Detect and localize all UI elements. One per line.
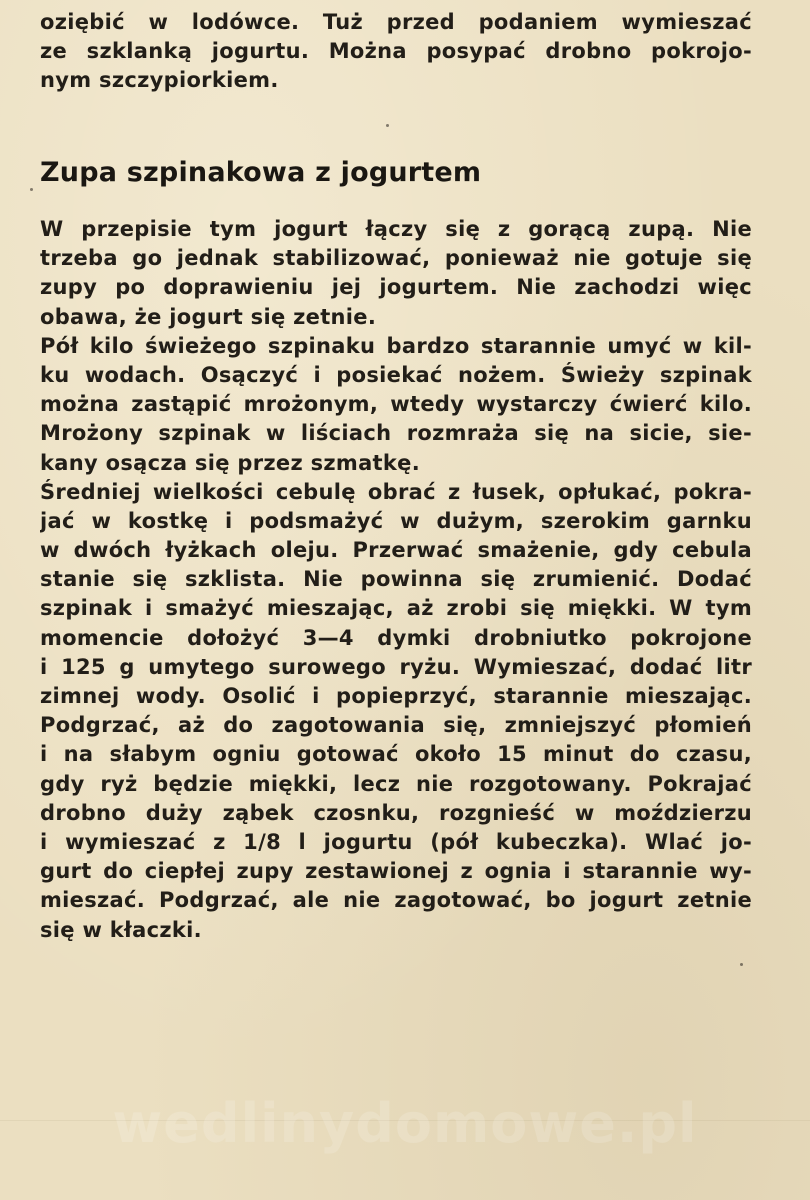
text-line: trzeba go jednak stabilizować, ponieważ nie gotuje się xyxy=(40,246,752,271)
recipe-title: Zupa szpinakowa z jogurtem xyxy=(40,157,482,188)
text-line: W przepisie tym jogurt łączy się z gorącą zupą. Nie xyxy=(40,217,752,241)
text-line: oziębić w lodówce. Tuż przed podaniem wymieszać xyxy=(40,10,752,34)
text-line: Średniej wielkości cebulę obrać z łusek, opłukać, pokra- xyxy=(40,479,752,504)
text-line: drobno duży ząbek czosnku, rozgnieść w moździerzu xyxy=(40,800,752,825)
text-line: obawa, że jogurt się zetnie. xyxy=(40,304,377,329)
text-line: kany osącza się przez szmatkę. xyxy=(40,450,420,475)
text-line: i 125 g umytego surowego ryżu. Wymieszać, dodać litr xyxy=(40,654,752,679)
text-line: się w kłaczki. xyxy=(40,917,202,942)
watermark: wedlinydomowe.pl xyxy=(112,1092,698,1155)
text-line: ku wodach. Osączyć i posiekać nożem. Świeży szpinak xyxy=(40,362,752,387)
text-line: nym szczypiorkiem. xyxy=(40,68,279,93)
intro-paragraph xyxy=(40,8,752,96)
text-line: momencie dołożyć 3—4 dymki drobniutko pokrojone xyxy=(40,625,752,650)
text-line: zimnej wody. Osolić i popieprzyć, starannie mieszając. xyxy=(40,684,752,708)
text-line: Pół kilo świeżego szpinaku bardzo starannie umyć w kil- xyxy=(40,333,752,358)
text-line: gdy ryż będzie miękki, lecz nie rozgotowany. Pokrajać xyxy=(40,771,752,796)
text-line: szpinak i smażyć mieszając, aż zrobi się miękki. W tym xyxy=(40,596,752,621)
text-line: można zastąpić mrożonym, wtedy wystarczy ćwierć kilo. xyxy=(40,392,752,417)
recipe-body xyxy=(40,215,752,945)
text-line: mieszać. Podgrzać, ale nie zagotować, bo jogurt zetnie xyxy=(40,888,752,913)
print-speck xyxy=(30,188,33,191)
text-line: w dwóch łyżkach oleju. Przerwać smażenie, gdy cebula xyxy=(40,538,752,563)
text-line: stanie się szklista. Nie powinna się zrumienić. Dodać xyxy=(40,567,752,592)
print-speck xyxy=(740,963,743,966)
print-speck xyxy=(386,124,389,127)
text-line: jać w kostkę i podsmażyć w dużym, szerokim garnku xyxy=(40,508,752,533)
text-line: i na słabym ogniu gotować około 15 minut do czasu, xyxy=(40,742,752,767)
text-line: Mrożony szpinak w liściach rozmraża się na sicie, sie- xyxy=(40,421,752,446)
text-line: Podgrzać, aż do zagotowania się, zmniejszyć płomień xyxy=(40,713,752,738)
text-line: zupy po doprawieniu jej jogurtem. Nie zachodzi więc xyxy=(40,275,752,300)
text-line: i wymieszać z 1/8 l jogurtu (pół kubeczka). Wlać jo- xyxy=(40,829,752,854)
text-line: gurt do ciepłej zupy zestawionej z ognia i starannie wy- xyxy=(40,859,752,884)
text-line: ze szklanką jogurtu. Można posypać drobno pokrojo- xyxy=(40,39,752,64)
